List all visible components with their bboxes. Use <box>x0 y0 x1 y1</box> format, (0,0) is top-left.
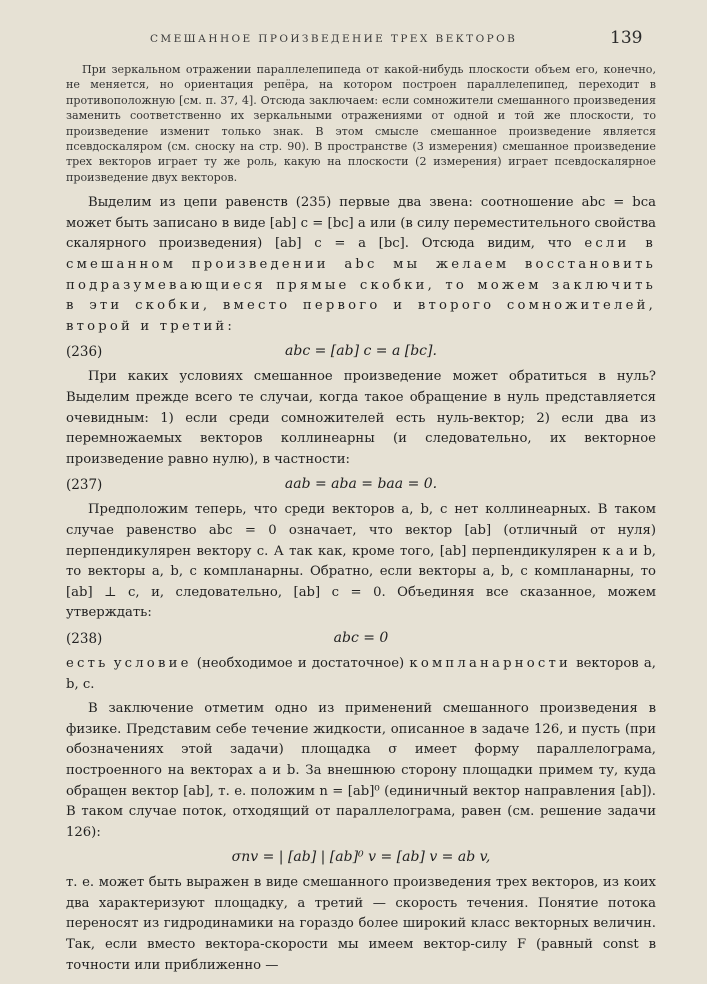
page-number: 139 <box>610 28 643 48</box>
equation-number: (236) <box>66 344 103 361</box>
equation-formula: abc = [ab] c = a [bc]. <box>285 343 437 360</box>
paragraph-6: т. е. может быть выражен в виде смешанного произведения трех векторов, из коих два характеризуют площадку, а третий — скорость течения. Понятие потока переносят из гидродинамики на гораздо более широкий класс векторных величин. Так, если вместо вектора-скорости мы имеем вектор-силу F (равный const в точности или приближенно — <box>66 875 656 973</box>
equation-formula: aab = aba = baa = 0. <box>284 476 438 493</box>
paragraph-4-word: есть <box>66 655 109 671</box>
page-body <box>66 62 656 976</box>
paragraph-1 <box>66 193 656 337</box>
equation-formula: abc = 0 <box>333 629 389 646</box>
equation-number: (238) <box>66 630 103 647</box>
equation-236 <box>66 337 656 367</box>
equation-237 <box>66 470 656 500</box>
equation-formula: σnv = | [ab] | [ab]⁰ v = [ab] v = ab v, <box>231 849 491 866</box>
equation-number: (237) <box>66 477 103 494</box>
note-paragraph: При зеркальном отражении параллелепипеда от какой-нибудь плоскости объем его, конечно, не меняется, но ориентация репёра, на котором построен параллелепипед, переходит в противоположную [см. п. 37, 4]. Отсюда заключаем: если сомножители смешанного произведения заменить соответственно их зеркальными отражениями от одной и той же плоскости, то произведение изменит только знак. В этом смысле смешанное произведение является псевдоскаляром (см. сноску на стр. 90). В пространстве (3 измерения) смешанное произведение трех векторов играет ту же роль, какую на плоскости (2 измерения) играет псевдоскалярное произведение двух векторов. <box>66 63 656 184</box>
paragraph-4 <box>66 654 656 695</box>
small-print-note <box>66 62 656 185</box>
main-text <box>66 193 656 976</box>
paragraph-4-word: компланарности <box>409 655 571 671</box>
paragraph-5: В заключение отметим одно из применений смешанного произведения в физике. Представим себе течение жидкости, описанное в задаче 126, и пусть (при обозначениях этой задачи) площадка σ имеет форму параллелограма, построенного на векторах a и b. За внешнюю сторону площадки примем ту, куда обращен вектор [ab], т. е. положим n = [ab]⁰ (единичный вектор направления [ab]). В таком случае поток, отходящий от параллелограма, равен (см. решение задачи 126): <box>66 701 656 840</box>
running-title: СМЕШАННОЕ ПРОИЗВЕДЕНИЕ ТРЕХ ВЕКТОРОВ <box>150 33 518 45</box>
equation-flow <box>66 843 656 873</box>
paragraph-3: Предположим теперь, что среди векторов a, b, c нет коллинеарных. В таком случае равенство abc = 0 означает, что вектор [ab] (отличный от нуля) перпендикулярен вектору c. А так как, кроме того, [ab] перпендикулярен к a и b, то векторы a, b, c компланарны. Обратно, если векторы a, b, c компланарны, то [ab] ⊥ c, и, следовательно, [ab] c = 0. Объединяя все сказанное, можем утверждать: <box>66 502 656 621</box>
paragraph-2: При каких условиях смешанное произведение может обратиться в нуль? Выделим прежде всего те случаи, когда такое обращение в нуль представляется очевидным: 1) если среди сомножителей есть нуль-вектор; 2) если два из перемножаемых векторов коллинеарны (и следовательно, их векторное произведение равно нулю), в частности: <box>66 369 656 467</box>
page-header <box>0 28 707 50</box>
equation-238 <box>66 624 656 654</box>
paragraph-1-text: Выделим из цепи равенств (235) первые два звена: соотношение abc = bca может быть записано в виде [ab] c = [bc] a или (в силу переместительного свойства скалярного произведения) [ab] c = a [bc]. Отсюда видим, что <box>66 195 656 252</box>
paragraph-4-word: условие <box>113 655 192 671</box>
paragraph-4-text: векторов a, b, c. <box>66 655 656 692</box>
paragraph-4-text: (необходимое и достаточное) <box>196 655 405 671</box>
paragraph-1-emphasis: если в смешанном произведении abc мы желаем восстановить подразумевающиеся прямые скобки, то можем заключить в эти скобки, вместо первого и второго сомножителей, второй и третий: <box>66 236 656 334</box>
